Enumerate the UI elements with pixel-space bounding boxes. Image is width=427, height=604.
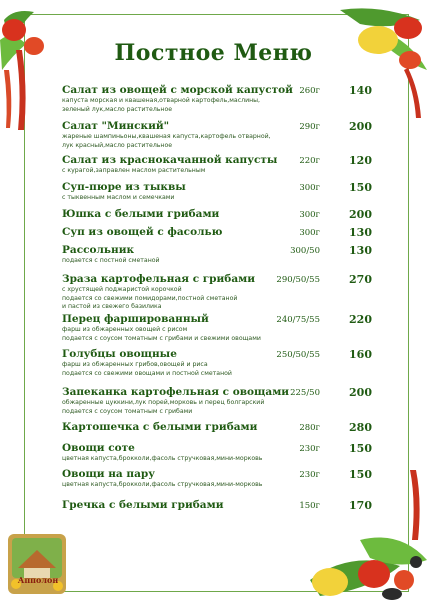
menu-item-price: 150 [349,181,372,194]
menu-item-price: 140 [349,84,372,97]
menu-item-price: 130 [349,244,372,257]
menu-item-weight: 300г [299,183,320,193]
menu-item-name: Зраза картофельная с грибами [62,273,256,285]
page-title: Постное Меню [114,40,313,66]
menu-item-name: Салат из овощей с морской капустой [62,84,293,96]
menu-item-weight: 220г [299,156,320,166]
menu-item-name: Салат "Минский" [62,120,170,132]
menu-item-weight: 300г [299,228,320,238]
menu-item-name: Овощи соте [62,442,135,454]
menu-item-price: 200 [349,386,372,399]
menu-item [62,154,372,175]
menu-item [62,421,372,433]
menu-item-weight: 300г [299,210,320,220]
menu-item-price: 280 [349,421,372,434]
menu-item-weight: 225/50 [290,388,320,398]
menu-item [62,442,372,463]
vegetables-top-left-decoration [0,0,70,140]
menu-item-description: жареные шампиньоны,квашеная капуста,картофель отварной, [62,133,271,140]
menu-item [62,244,372,265]
menu-item [62,226,372,238]
menu-item-description: обжаренные цуккини,лук порей,морковь и перец болгарский [62,399,265,406]
restaurant-logo [6,528,68,598]
logo-text: Апполон [17,575,59,585]
menu-item-description: цветная капуста,брокколи,фасоль стручковая,мини-морковь [62,455,263,462]
menu-item-weight: 290г [299,122,320,132]
menu-item [62,468,372,489]
menu-item-name: Юшка с белыми грибами [62,208,220,220]
menu-item-price: 170 [349,499,372,512]
menu-item-description: подается с соусом томатным с грибами [62,407,193,415]
menu-item-name: Гречка с белыми грибами [62,499,224,511]
menu-item-description: подается с постной сметаной [62,257,160,264]
menu-item-weight: 290/50/55 [276,275,320,285]
menu-item-price: 150 [349,468,372,481]
menu-item [62,348,372,377]
menu-item-description: подается с соусом томатным с грибами и свежими овощами [62,334,261,342]
menu-item-price: 160 [349,348,372,361]
menu-item-description: фарш из обжаренных овощей с рисом [62,326,188,333]
menu-item-price: 130 [349,226,372,239]
menu-item-name: Суп из овощей с фасолью [62,226,223,238]
menu-item [62,181,372,202]
menu-item-description: фарш из обжаренных грибов,овощей и риса [62,361,208,368]
menu-item-weight: 230г [299,470,320,480]
menu-item-weight: 230г [299,444,320,454]
menu-item-price: 150 [349,442,372,455]
menu-item-description: цветная капуста,брокколи,фасоль стручковая,мини-морковь [62,481,263,488]
menu-item-description: и пастой из свежего базилика [62,303,162,311]
menu-item [62,313,372,342]
menu-item-name: Рассольник [62,244,135,256]
menu-item-weight: 150г [299,501,320,511]
menu-item [62,84,372,113]
menu-item [62,386,372,415]
menu-item-name: Салат из краснокачанной капусты [62,154,278,166]
menu-item-weight: 250/50/55 [276,350,320,360]
menu-item-description: капуста морская и квашеная,отварной картофель,маслины, [62,97,260,104]
menu-item [62,499,372,511]
menu-item [62,208,372,220]
menu-item-name: Перец фаршированный [62,313,209,325]
menu-item-weight: 280г [299,423,320,433]
menu-item-price: 120 [349,154,372,167]
menu-item-weight: 260г [299,86,320,96]
menu-item-description: подается со свежими овощами и постной сметаной [62,369,232,377]
vegetables-bottom-right-decoration [300,470,427,604]
menu-item-price: 220 [349,313,372,326]
menu-item-name: Запеканка картофельная с овощами [62,386,290,398]
menu-item-name: Картошечка с белыми грибами [62,421,258,433]
menu-item-description: с курагой,заправлен маслом растительным [62,167,206,174]
menu-item-price: 200 [349,120,372,133]
menu-item-price: 200 [349,208,372,221]
menu-item-name: Овощи на пару [62,468,155,480]
menu-item-description: с тыквенным маслом и семечками [62,194,175,201]
menu-item-description: подается со свежими помидорами,постной сметаной [62,294,238,302]
menu-item-weight: 300/50 [290,246,320,256]
menu-item-description: зеленый лук,масло растительное [62,105,173,113]
menu-item-weight: 240/75/55 [276,315,320,325]
menu-item [62,273,372,311]
menu-item-name: Суп-пюре из тыквы [62,181,186,193]
menu-item-name: Голубцы овощные [62,348,177,360]
menu-item [62,120,372,149]
menu-item-description: лук красный,масло растительное [62,141,173,149]
menu-item-description: с хрустящей поджаристой корочкой [62,286,182,293]
menu-item-price: 270 [349,273,372,286]
